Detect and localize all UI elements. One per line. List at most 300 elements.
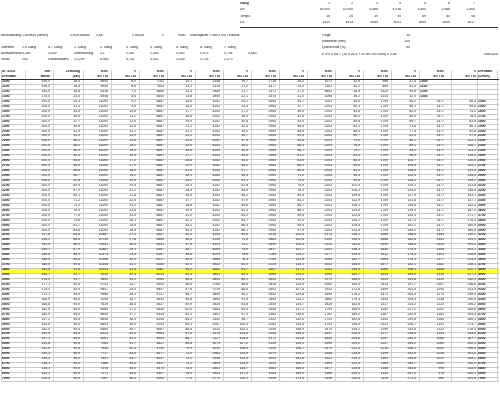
- abroll-cell[interactable]: 2: [162, 34, 164, 37]
- tempo-value[interactable]: 98: [471, 14, 475, 18]
- value-cell[interactable]: 27,2: [241, 109, 248, 113]
- value-cell[interactable]: 2849: [268, 243, 276, 247]
- rpm-cell[interactable]: 5500: [2, 302, 10, 306]
- value-cell[interactable]: 131,8: [407, 198, 416, 202]
- value-cell[interactable]: 27,1: [129, 233, 136, 237]
- value-cell[interactable]: 35,1: [129, 292, 136, 296]
- header-cell[interactable]: Drehzahl: [478, 70, 493, 73]
- value-cell[interactable]: 162,9: [41, 307, 50, 311]
- value-cell[interactable]: 2954: [268, 134, 276, 138]
- value-cell[interactable]: 86,3: [353, 159, 360, 163]
- value-cell[interactable]: 1477: [436, 139, 444, 143]
- value-cell[interactable]: 24,9: [297, 84, 304, 88]
- value-cell[interactable]: 165,8: [41, 302, 50, 306]
- value-cell[interactable]: 6667: [156, 124, 164, 128]
- value-cell[interactable]: 104,6: [407, 164, 416, 168]
- value-cell[interactable]: 185,9: [351, 307, 360, 311]
- value-cell[interactable]: 23,8: [129, 208, 136, 212]
- rpm-cell-right[interactable]: 5300: [478, 292, 486, 296]
- rpm-cell-right[interactable]: 6800: [478, 367, 486, 371]
- value-cell[interactable]: 72,0: [185, 352, 192, 356]
- value-cell[interactable]: 4252: [212, 149, 220, 153]
- rpm-cell[interactable]: 4600: [2, 258, 10, 262]
- value-cell[interactable]: 64,7: [241, 218, 248, 222]
- value-cell[interactable]: 142,5: [41, 347, 50, 351]
- value-cell[interactable]: 96,3: [353, 174, 360, 178]
- rpm-cell[interactable]: 2000: [2, 129, 10, 133]
- value-cell[interactable]: 46,0: [241, 164, 248, 168]
- value-cell[interactable]: 74,9: [241, 248, 248, 252]
- value-cell[interactable]: 193,8: [407, 278, 416, 281]
- value-cell[interactable]: 1545: [324, 352, 332, 356]
- value-cell[interactable]: 6667: [156, 218, 164, 222]
- value-cell[interactable]: 1071: [324, 80, 332, 83]
- value-cell[interactable]: 56,3: [297, 144, 304, 148]
- value-cell[interactable]: 2150: [324, 238, 332, 242]
- value-cell[interactable]: 144,5: [295, 322, 304, 326]
- value-cell[interactable]: 160,0: [41, 312, 50, 316]
- tempo-value[interactable]: 69: [422, 14, 426, 18]
- value-cell[interactable]: 81,7: [73, 223, 80, 227]
- rpm-cell[interactable]: 3800: [2, 218, 10, 222]
- rpm-cell[interactable]: 2100: [2, 134, 10, 138]
- value-cell[interactable]: 35,6: [73, 114, 80, 118]
- header-cell[interactable]: Drehzahl: [2, 74, 17, 78]
- value-cell[interactable]: 7838: [100, 347, 108, 351]
- value-cell[interactable]: 77,5: [409, 129, 416, 133]
- value-cell[interactable]: 4252: [212, 179, 220, 182]
- value-cell[interactable]: 134,7: [295, 302, 304, 306]
- value-cell[interactable]: 102,9: [351, 183, 360, 187]
- value-cell[interactable]: 179,3: [351, 297, 360, 301]
- rpm-cell[interactable]: 3300: [2, 193, 10, 197]
- value-cell[interactable]: 6667: [156, 134, 164, 138]
- value-cell[interactable]: 1544: [380, 273, 388, 277]
- value-cell[interactable]: 138,2: [41, 357, 50, 361]
- header-cell[interactable]: V: [413, 70, 416, 73]
- value-cell[interactable]: 43,7: [129, 357, 136, 361]
- value-cell[interactable]: 32,9: [353, 80, 360, 83]
- value-cell[interactable]: 27,0: [297, 89, 304, 93]
- value-cell[interactable]: 200,0: [41, 134, 50, 138]
- rpm-cell[interactable]: 4700: [2, 263, 10, 267]
- value-cell[interactable]: 1163: [380, 362, 388, 366]
- value-cell[interactable]: 48,9: [297, 129, 304, 133]
- value-cell[interactable]: 2954: [268, 114, 276, 118]
- dz-value[interactable]: 2617: [467, 21, 475, 25]
- value-cell[interactable]: 54,5: [73, 159, 80, 163]
- value-cell[interactable]: 5940: [100, 80, 108, 83]
- value-cell[interactable]: 2139: [268, 342, 276, 346]
- value-cell[interactable]: 6667: [156, 109, 164, 113]
- value-cell[interactable]: 1218: [380, 347, 388, 351]
- rpm-cell[interactable]: 1300: [2, 94, 10, 98]
- value-cell[interactable]: 5737: [156, 292, 164, 296]
- value-cell[interactable]: 1294: [436, 287, 444, 291]
- value-cell[interactable]: 56,4: [353, 114, 360, 118]
- value-cell[interactable]: 9466: [100, 292, 108, 296]
- value-cell[interactable]: 114,0: [239, 362, 248, 366]
- value-cell[interactable]: 62,0: [185, 307, 192, 311]
- value-cell[interactable]: 73,1: [185, 357, 192, 361]
- value-cell[interactable]: 200,0: [41, 154, 50, 158]
- achs-cell[interactable]: 2,087: [126, 52, 135, 55]
- header-cell[interactable]: (kW): [72, 74, 80, 78]
- value-cell[interactable]: 157,2: [41, 317, 50, 321]
- rpm-cell[interactable]: 5800: [2, 317, 10, 321]
- value-cell[interactable]: 4607: [156, 357, 164, 361]
- value-cell[interactable]: 33,2: [353, 84, 360, 88]
- value-cell[interactable]: 2203: [324, 124, 332, 128]
- value-cell[interactable]: 3803: [212, 278, 220, 281]
- value-cell[interactable]: 100,7: [407, 159, 416, 163]
- rpm-cell-right[interactable]: 5900: [478, 322, 486, 326]
- value-cell[interactable]: 4252: [212, 139, 220, 143]
- value-cell[interactable]: 1477: [436, 124, 444, 128]
- value-cell[interactable]: 1367: [380, 312, 388, 316]
- value-cell[interactable]: 29,8: [129, 253, 136, 257]
- value-cell[interactable]: 94,6: [73, 282, 80, 286]
- header-cell[interactable]: Motor: [40, 74, 50, 78]
- header-cell[interactable]: (U/min): [478, 74, 490, 78]
- value-cell[interactable]: 41,0: [409, 84, 416, 88]
- rpm-cell[interactable]: 4100: [2, 233, 10, 237]
- value-cell[interactable]: 78,3: [241, 258, 248, 262]
- value-cell[interactable]: 869: [382, 84, 388, 88]
- header-cell[interactable]: V: [133, 70, 136, 73]
- rpm-cell[interactable]: 2500: [2, 154, 10, 158]
- value-cell[interactable]: 1392: [380, 307, 388, 311]
- value-cell[interactable]: 17,2: [241, 84, 248, 88]
- value-cell[interactable]: 200,0: [41, 109, 50, 113]
- value-cell[interactable]: 1595: [324, 342, 332, 346]
- value-cell[interactable]: 157,7: [467, 198, 476, 202]
- value-cell[interactable]: 77,5: [185, 377, 192, 380]
- value-cell[interactable]: 1114: [380, 377, 388, 380]
- value-cell[interactable]: 54,2: [409, 99, 416, 103]
- value-cell[interactable]: 17,2: [129, 159, 136, 163]
- value-cell[interactable]: 31,0: [297, 94, 304, 98]
- value-cell[interactable]: 232,0: [467, 278, 476, 281]
- value-cell[interactable]: 1181: [380, 357, 388, 361]
- value-cell[interactable]: 64,2: [185, 317, 192, 321]
- value-cell[interactable]: 2322: [268, 317, 276, 321]
- value-cell[interactable]: 11000: [98, 114, 108, 118]
- value-cell[interactable]: 177,1: [41, 282, 50, 286]
- value-cell[interactable]: 83,0: [353, 154, 360, 158]
- value-cell[interactable]: 19,2: [129, 174, 136, 178]
- value-cell[interactable]: 988: [382, 80, 388, 83]
- header-cell[interactable]: 5G TSI: [153, 74, 164, 78]
- rpm-cell[interactable]: 1700: [2, 114, 10, 118]
- value-cell[interactable]: 132,2: [295, 297, 304, 301]
- value-cell[interactable]: 2894: [212, 362, 220, 366]
- value-cell[interactable]: 976: [438, 372, 444, 376]
- value-cell[interactable]: 2725: [268, 263, 276, 267]
- value-cell[interactable]: 1299: [380, 327, 388, 331]
- value-cell[interactable]: 20,5: [129, 183, 136, 187]
- value-cell[interactable]: 2203: [324, 164, 332, 168]
- value-cell[interactable]: 2954: [268, 144, 276, 148]
- value-cell[interactable]: 66,4: [241, 223, 248, 227]
- value-cell[interactable]: 93,0: [353, 169, 360, 173]
- value-cell[interactable]: 3342: [212, 317, 220, 321]
- value-cell[interactable]: 1477: [436, 119, 444, 123]
- rpm-cell-right[interactable]: 4600: [478, 258, 486, 262]
- value-cell[interactable]: 1257: [380, 337, 388, 341]
- getriebe-cell[interactable]: 4. Gang: [150, 46, 163, 49]
- value-cell[interactable]: 200,0: [41, 144, 50, 148]
- rpm-cell[interactable]: 6300: [2, 342, 10, 346]
- value-cell[interactable]: 86,8: [241, 282, 248, 286]
- value-cell[interactable]: 175,4: [41, 287, 50, 291]
- rpm-cell-right[interactable]: 1000: [420, 80, 428, 83]
- rpm-cell-right[interactable]: 3800: [478, 218, 486, 222]
- rpm-cell[interactable]: 2800: [2, 169, 10, 173]
- value-cell[interactable]: 1668: [380, 238, 388, 242]
- value-cell[interactable]: 2754: [268, 258, 276, 262]
- value-cell[interactable]: 2954: [268, 203, 276, 207]
- etrto-value[interactable]: 1849,825: [483, 53, 498, 56]
- gang-value[interactable]: 3: [376, 2, 378, 5]
- value-cell[interactable]: 31,4: [73, 104, 80, 108]
- value-cell[interactable]: 13,2: [129, 129, 136, 133]
- value-cell[interactable]: 73,6: [409, 124, 416, 128]
- value-cell[interactable]: 2954: [268, 188, 276, 192]
- value-cell[interactable]: 149,4: [351, 253, 360, 257]
- value-cell[interactable]: 9,9: [131, 104, 136, 108]
- value-cell[interactable]: 200,0: [41, 188, 50, 192]
- value-cell[interactable]: 29,9: [185, 164, 192, 168]
- rpm-cell-right[interactable]: 5400: [478, 297, 486, 301]
- value-cell[interactable]: 15,9: [129, 149, 136, 153]
- value-cell[interactable]: 116,0: [467, 154, 476, 158]
- rpm-cell-right[interactable]: 2800: [478, 169, 486, 173]
- value-cell[interactable]: 4252: [212, 183, 220, 187]
- value-cell[interactable]: 1620: [324, 337, 332, 341]
- value-cell[interactable]: 152,7: [351, 258, 360, 262]
- value-cell[interactable]: 32,3: [241, 124, 248, 128]
- value-cell[interactable]: 95,5: [73, 337, 80, 341]
- value-cell[interactable]: 148,5: [467, 188, 476, 192]
- value-cell[interactable]: 6318: [100, 89, 108, 93]
- value-cell[interactable]: 14,1: [185, 80, 192, 83]
- value-cell[interactable]: 962: [438, 377, 444, 380]
- value-cell[interactable]: 2449: [268, 302, 276, 306]
- value-cell[interactable]: 90,6: [297, 213, 304, 217]
- value-cell[interactable]: 37,7: [73, 119, 80, 123]
- rpm-cell[interactable]: 5900: [2, 322, 10, 326]
- value-cell[interactable]: 86,9: [73, 243, 80, 247]
- getriebe-cell[interactable]: 5-7 Gang: [48, 46, 63, 49]
- value-cell[interactable]: 8800: [100, 312, 108, 316]
- value-cell[interactable]: 46,1: [73, 139, 80, 143]
- value-cell[interactable]: 222,4: [351, 362, 360, 366]
- value-cell[interactable]: 15,2: [129, 144, 136, 148]
- value-cell[interactable]: 4537: [156, 362, 164, 366]
- value-cell[interactable]: 1709: [380, 134, 388, 138]
- value-cell[interactable]: 74,2: [185, 362, 192, 366]
- value-cell[interactable]: 7376: [100, 367, 108, 371]
- value-cell[interactable]: 2697: [268, 268, 276, 272]
- value-cell[interactable]: 1477: [436, 218, 444, 222]
- value-cell[interactable]: 9119: [100, 302, 108, 306]
- value-cell[interactable]: 88,5: [241, 287, 248, 291]
- value-cell[interactable]: 11000: [98, 228, 108, 232]
- value-cell[interactable]: 23,3: [185, 134, 192, 138]
- header-cell[interactable]: RZK: [437, 70, 444, 73]
- rpm-cell-right[interactable]: 4100: [478, 233, 486, 237]
- value-cell[interactable]: 49,8: [409, 89, 416, 93]
- value-cell[interactable]: 73,0: [353, 139, 360, 143]
- value-cell[interactable]: 1425: [436, 243, 444, 247]
- value-cell[interactable]: 1689: [380, 233, 388, 237]
- value-cell[interactable]: 2203: [324, 99, 332, 103]
- value-cell[interactable]: 5904: [156, 282, 164, 286]
- value-cell[interactable]: 24,2: [241, 99, 248, 103]
- value-cell[interactable]: 6667: [156, 198, 164, 202]
- value-cell[interactable]: 200,0: [41, 99, 50, 103]
- value-cell[interactable]: 1441: [436, 238, 444, 242]
- rpm-cell-right[interactable]: 4400: [478, 248, 486, 252]
- value-cell[interactable]: 143,8: [467, 183, 476, 187]
- value-cell[interactable]: 2785: [268, 253, 276, 257]
- value-cell[interactable]: 1860: [324, 297, 332, 301]
- value-cell[interactable]: 241,3: [467, 287, 476, 291]
- value-cell[interactable]: 2072: [268, 352, 276, 356]
- value-cell[interactable]: 75,3: [185, 367, 192, 371]
- rpm-cell-right[interactable]: 6300: [478, 342, 486, 346]
- value-cell[interactable]: 4750: [156, 347, 164, 351]
- value-cell[interactable]: 7011: [156, 80, 164, 83]
- value-cell[interactable]: 4252: [212, 129, 220, 133]
- value-cell[interactable]: 120,0: [295, 273, 304, 277]
- value-cell[interactable]: 16,6: [185, 104, 192, 108]
- value-cell[interactable]: 85,1: [241, 278, 248, 281]
- value-cell[interactable]: 11000: [98, 134, 108, 138]
- value-cell[interactable]: 39,9: [185, 208, 192, 212]
- value-cell[interactable]: 2203: [324, 109, 332, 113]
- value-cell[interactable]: 36,5: [185, 193, 192, 197]
- rpm-cell-right[interactable]: 7000: [478, 377, 486, 380]
- value-cell[interactable]: 195,9: [351, 322, 360, 326]
- value-cell[interactable]: 227,3: [467, 273, 476, 277]
- value-cell[interactable]: 35,9: [353, 89, 360, 93]
- value-cell[interactable]: 136,1: [351, 233, 360, 237]
- value-cell[interactable]: 264,5: [467, 312, 476, 316]
- value-cell[interactable]: 26,5: [129, 228, 136, 232]
- value-cell[interactable]: 306,2: [467, 357, 476, 361]
- value-cell[interactable]: 7486: [100, 362, 108, 366]
- value-cell[interactable]: 85,2: [409, 139, 416, 143]
- value-cell[interactable]: 6431: [156, 243, 164, 247]
- value-cell[interactable]: 1471: [268, 89, 276, 93]
- value-cell[interactable]: 75,4: [73, 208, 80, 212]
- value-cell[interactable]: 1709: [380, 198, 388, 202]
- value-cell[interactable]: 11000: [98, 223, 108, 227]
- value-cell[interactable]: 49,4: [241, 174, 248, 178]
- value-cell[interactable]: 178,3: [407, 258, 416, 262]
- value-cell[interactable]: 117,4: [239, 372, 248, 376]
- rpm-cell-right[interactable]: 1200: [420, 89, 428, 93]
- value-cell[interactable]: 158,9: [407, 233, 416, 237]
- value-cell[interactable]: 1343: [380, 317, 388, 321]
- rpm-cell-right[interactable]: 3300: [478, 193, 486, 197]
- value-cell[interactable]: 1709: [380, 114, 388, 118]
- rpm-cell[interactable]: 1000: [2, 80, 10, 83]
- header-cell[interactable]: 5G TSI: [181, 74, 192, 78]
- value-cell[interactable]: 34,7: [297, 99, 304, 103]
- rpm-cell-right[interactable]: 2000: [478, 129, 486, 133]
- value-cell[interactable]: 134,5: [467, 174, 476, 178]
- value-cell[interactable]: 66,1: [297, 164, 304, 168]
- rpm-cell-right[interactable]: 6000: [478, 327, 486, 331]
- value-cell[interactable]: 76,3: [353, 144, 360, 148]
- value-cell[interactable]: 9939: [100, 273, 108, 277]
- value-cell[interactable]: 78,3: [297, 188, 304, 192]
- tempo-value[interactable]: 25: [349, 14, 353, 18]
- dz-value[interactable]: 5069: [370, 21, 378, 25]
- rpm-cell[interactable]: 3600: [2, 208, 10, 212]
- value-cell[interactable]: 58,6: [73, 169, 80, 173]
- value-cell[interactable]: 43,0: [129, 352, 136, 356]
- value-cell[interactable]: 232,5: [407, 327, 416, 331]
- value-cell[interactable]: 5333: [156, 312, 164, 316]
- value-cell[interactable]: 41,7: [129, 342, 136, 346]
- value-cell[interactable]: 93,7: [73, 278, 80, 281]
- value-cell[interactable]: 271,3: [407, 377, 416, 380]
- value-cell[interactable]: 1895: [324, 292, 332, 296]
- value-cell[interactable]: 2203: [324, 174, 332, 178]
- value-cell[interactable]: 1709: [380, 188, 388, 192]
- value-cell[interactable]: 2203: [324, 129, 332, 133]
- value-cell[interactable]: 180,9: [467, 223, 476, 227]
- value-cell[interactable]: 1709: [380, 149, 388, 153]
- value-cell[interactable]: 199,2: [351, 327, 360, 331]
- value-cell[interactable]: 2954: [268, 124, 276, 128]
- value-cell[interactable]: 1709: [380, 154, 388, 158]
- value-cell[interactable]: 200,0: [41, 139, 50, 143]
- value-cell[interactable]: 1709: [380, 223, 388, 227]
- rpm-cell[interactable]: 5700: [2, 312, 10, 316]
- value-cell[interactable]: 1103: [436, 332, 444, 336]
- value-cell[interactable]: 162,8: [407, 238, 416, 242]
- value-cell[interactable]: 11000: [98, 179, 108, 182]
- value-cell[interactable]: 1069: [436, 342, 444, 346]
- value-cell[interactable]: 2954: [268, 169, 276, 173]
- value-cell[interactable]: 105,5: [239, 337, 248, 341]
- value-cell[interactable]: 12,6: [129, 124, 136, 128]
- header-cell[interactable]: 5G TSI: [209, 74, 220, 78]
- value-cell[interactable]: 6357: [156, 248, 164, 252]
- value-cell[interactable]: 9741: [100, 282, 108, 286]
- value-cell[interactable]: 4252: [212, 169, 220, 173]
- value-cell[interactable]: 11000: [98, 213, 108, 217]
- value-cell[interactable]: 11000: [98, 149, 108, 153]
- value-cell[interactable]: 4252: [212, 124, 220, 128]
- value-cell[interactable]: 111,3: [468, 149, 476, 153]
- value-cell[interactable]: 7271: [100, 372, 108, 376]
- value-cell[interactable]: 8960: [100, 307, 108, 311]
- value-cell[interactable]: 120,6: [467, 159, 476, 163]
- value-cell[interactable]: 5067: [156, 327, 164, 331]
- value-cell[interactable]: 251,9: [407, 352, 416, 356]
- value-cell[interactable]: 84,8: [73, 233, 80, 237]
- value-cell[interactable]: 11000: [98, 218, 108, 222]
- value-cell[interactable]: 55,4: [185, 278, 192, 281]
- value-cell[interactable]: 1320: [380, 89, 388, 93]
- value-cell[interactable]: 93,0: [409, 149, 416, 153]
